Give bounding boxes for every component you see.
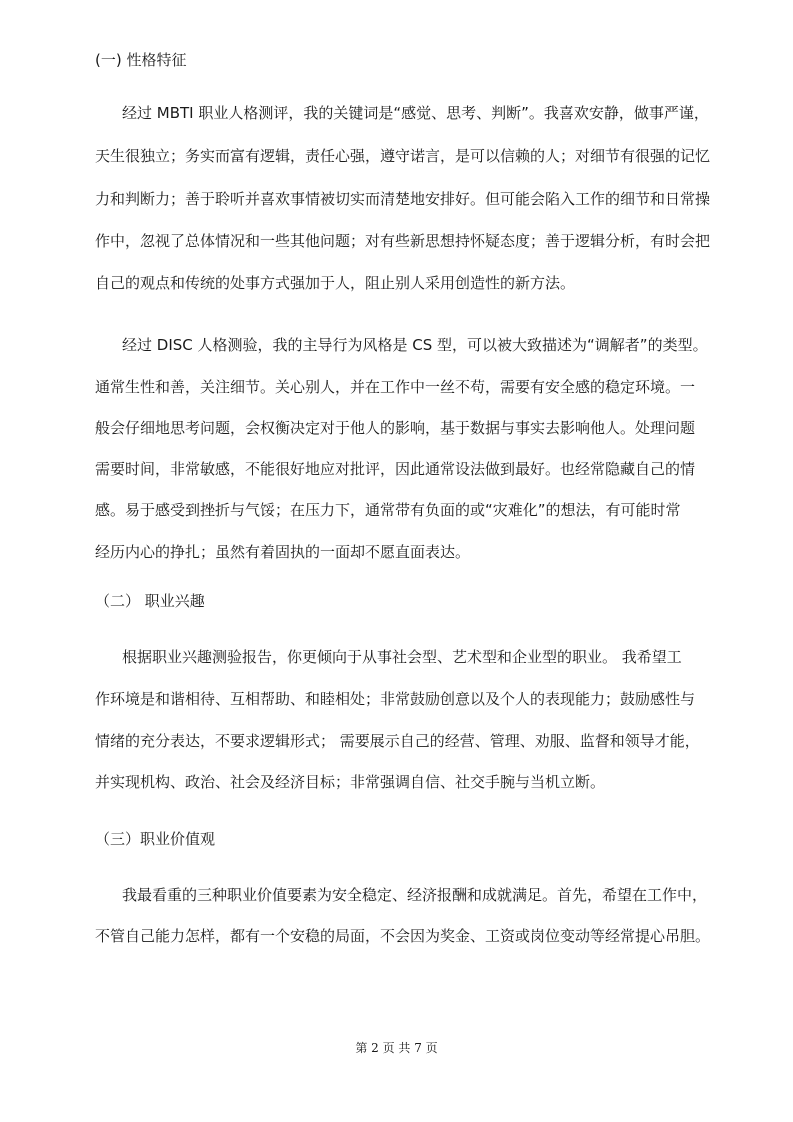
paragraph-line: 作中，忽视了总体情况和一些其他问题；对有些新思想持怀疑态度；善于逻辑分析，有时会把: [95, 232, 711, 250]
section-heading-personality: (一) 性格特征: [95, 51, 187, 69]
paragraph-line: 根据职业兴趣测验报告，你更倾向于从事社会型、艺术型和企业型的职业。 我希望工: [122, 648, 682, 666]
paragraph-line: 并实现机构、政治、社会及经济目标；非常强调自信、社交手腕与当机立断。: [95, 773, 606, 791]
paragraph-line: 经历内心的挣扎；虽然有着固执的一面却不愿直面表达。: [95, 543, 471, 561]
paragraph-line: 通常生性和善，关注细节。关心别人，并在工作中一丝不苟，需要有安全感的稳定环境。一: [95, 378, 696, 396]
page-number-footer: 第 2 页 共 7 页: [355, 1041, 438, 1055]
paragraph-line: 不管自己能力怎样，都有一个安稳的局面，不会因为奖金、工资或岗位变动等经常提心吊胆。: [95, 927, 711, 945]
paragraph-line: 力和判断力；善于聆听并喜欢事情被切实而清楚地安排好。但可能会陷入工作的细节和日常操: [95, 190, 711, 208]
paragraph-line: 情绪的充分表达，不要求逻辑形式； 需要展示自己的经营、管理、劝服、监督和领导才能，: [95, 732, 700, 750]
paragraph-line: 经过 MBTI 职业人格测评，我的关键词是“感觉、思考、判断”。我喜欢安静，做事严谨，: [122, 104, 709, 122]
paragraph-line: 经过 DISC 人格测验，我的主导行为风格是 CS 型，可以被大致描述为“调解者”的类型。: [122, 336, 708, 354]
section-heading-interest: （二） 职业兴趣: [95, 592, 205, 610]
paragraph-line: 作环境是和谐相待、互相帮助、和睦相处；非常鼓励创意以及个人的表现能力；鼓励感性与: [95, 690, 696, 708]
section-heading-values: （三）职业价值观: [95, 830, 216, 848]
paragraph-line: 我最看重的三种职业价值要素为安全稳定、经济报酬和成就满足。首先，希望在工作中，: [122, 886, 708, 904]
paragraph-line: 天生很独立；务实而富有逻辑，责任心强，遵守诺言，是可以信赖的人；对细节有很强的记忆: [95, 147, 711, 165]
paragraph-line: 感。易于感受到挫折与气馁；在压力下，通常带有负面的或“灾难化”的想法，有可能时常: [95, 501, 681, 519]
paragraph-line: 自己的观点和传统的处事方式强加于人，阻止别人采用创造性的新方法。: [95, 274, 576, 292]
paragraph-line: 需要时间，非常敏感，不能很好地应对批评，因此通常设法做到最好。也经常隐藏自己的情: [95, 460, 696, 478]
paragraph-line: 般会仔细地思考问题，会权衡决定对于他人的影响，基于数据与事实去影响他人。处理问题: [95, 419, 696, 437]
